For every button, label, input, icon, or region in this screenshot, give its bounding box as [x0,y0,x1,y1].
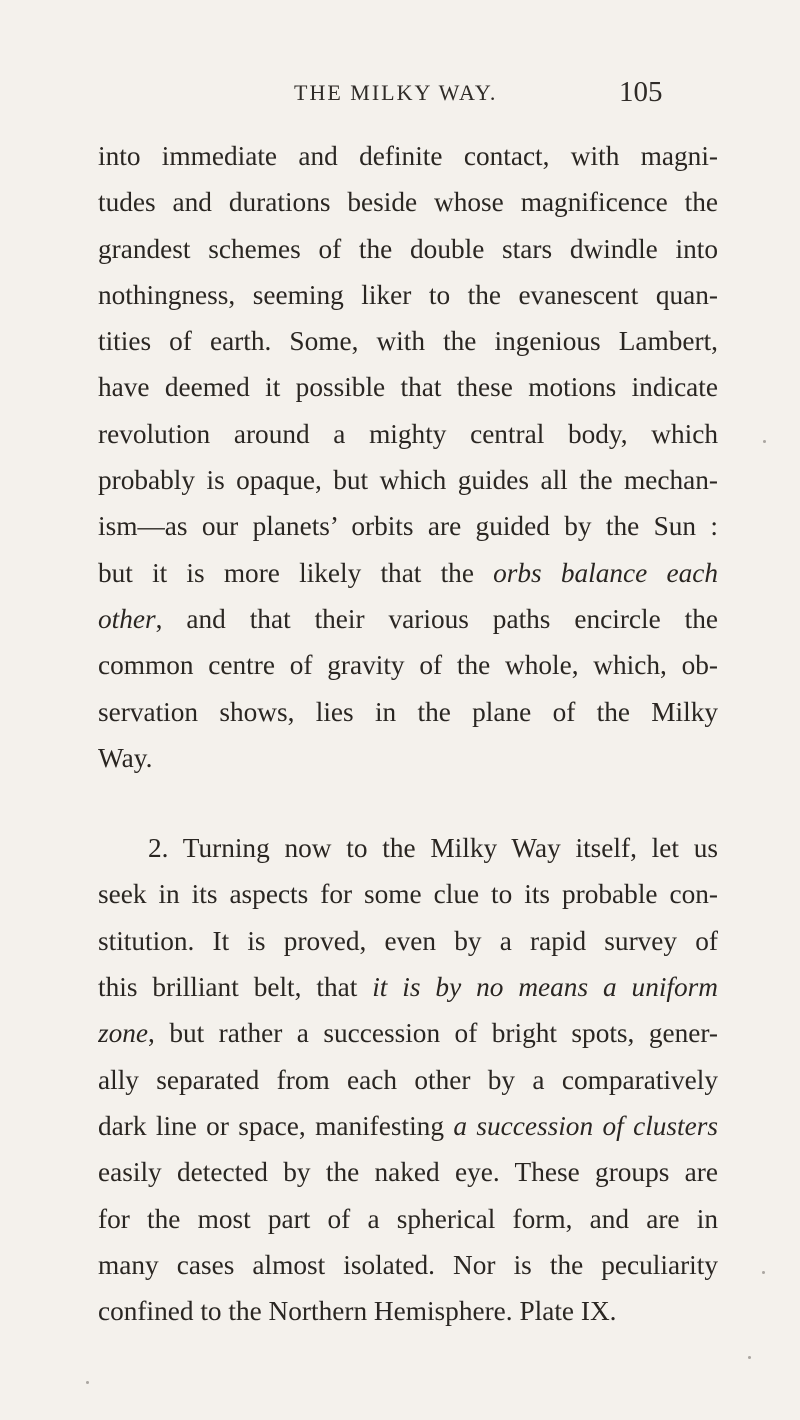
text-line [98,964,718,1010]
text-line: tities of earth. Some, with the ingenious Lambert, [98,326,718,357]
text-line: ally separated from each other by a comparatively [98,1064,718,1095]
text-line: common centre of gravity of the whole, which, ob- [98,650,718,681]
text-line: revolution around a mighty central body, which [98,418,718,449]
paper-speck [763,440,766,443]
paragraph-2 [98,825,718,1334]
running-title: THE MILKY WAY. [294,80,498,105]
italic-phrase: it is by no means a uniform [372,972,718,1003]
text-line: probably is opaque, but which guides all the mechan- [98,465,718,496]
page-number: 105 [619,76,663,108]
paper-speck [748,1356,751,1359]
text-run: , but rather a succession of bright spots, gener- [148,1018,718,1049]
text-run: , and that their various paths encircle the [155,603,718,634]
text-line: stitution. It is proved, even by a rapid survey of [98,925,718,956]
text-line [98,1010,718,1056]
text-line [98,550,718,596]
text-line: grandest schemes of the double stars dwindle into [98,233,718,264]
text-line: nothingness, seeming liker to the evanescent quan- [98,279,718,310]
text-line: have deemed it possible that these motions indicate [98,372,718,403]
text-line: easily detected by the naked eye. These groups are [98,1157,718,1188]
text-line: Way. [98,742,153,773]
text-run: but it is more likely that the [98,557,494,588]
text-line: ism—as our planets’ orbits are guided by the Sun : [98,511,718,542]
text-line: 2. Turning now to the Milky Way itself, let us [148,833,718,864]
text-line: tudes and durations beside whose magnificence the [98,187,718,218]
text-run: dark line or space, manifesting [98,1110,454,1141]
text-line: into immediate and definite contact, with magni- [98,141,718,171]
text-line: for the most part of a spherical form, and are in [98,1203,718,1234]
italic-phrase: other [98,603,156,634]
text-line [98,1103,718,1149]
italic-phrase: a succession of clusters [453,1110,718,1141]
italic-phrase: zone [98,1018,149,1049]
body-text [98,133,718,1334]
paper-speck [762,1271,765,1274]
text-line: servation shows, lies in the plane of the Milky [98,696,718,727]
paper-speck [86,1381,89,1384]
text-line: confined to the Northern Hemisphere. Plate IX. [98,1296,617,1327]
text-line: seek in its aspects for some clue to its probable con- [98,879,718,910]
text-line [98,596,718,642]
running-head [0,76,800,116]
text-run: this brilliant belt, that [98,972,373,1003]
text-line: many cases almost isolated. Nor is the peculiarity [98,1249,718,1280]
paragraph-1 [98,133,718,781]
italic-phrase: orbs balance each [493,557,718,588]
